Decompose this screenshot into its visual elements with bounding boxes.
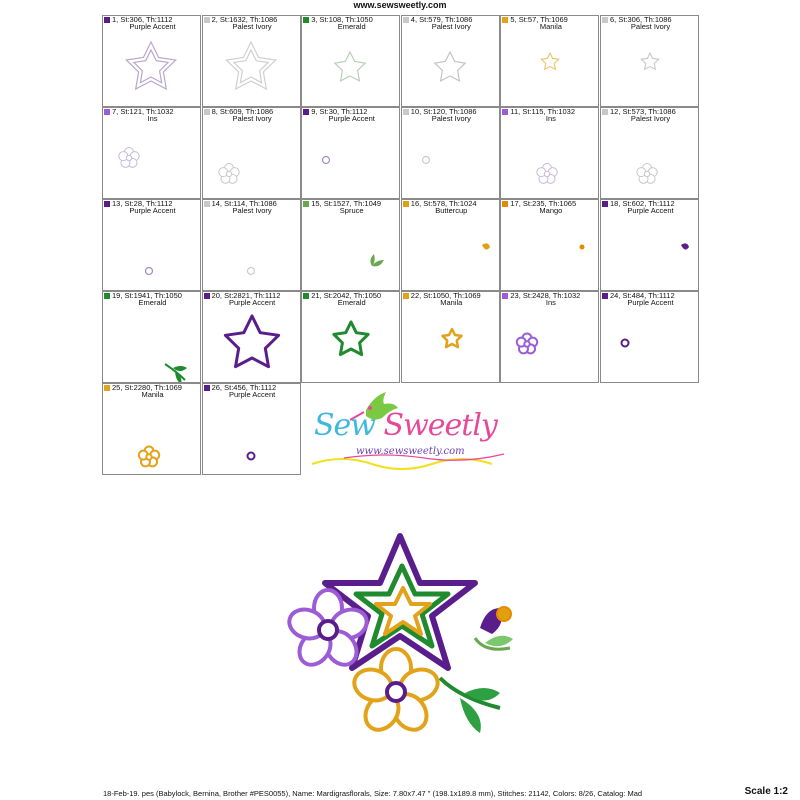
color-block-12 [600,107,699,199]
thread-color-name: Palest Ivory [232,114,272,123]
color-block-header: 16, St:578, Th:1024 [410,199,477,208]
color-block-header: 4, St:579, Th:1086 [410,15,473,24]
stitch-preview-stem [103,292,201,383]
color-block-5 [500,15,599,107]
stitch-preview-circle [402,108,500,199]
thread-color-name: Purple Accent [129,206,176,215]
color-block-header: 7, St:121, Th:1032 [112,107,174,116]
logo-word-sew: Sew [314,408,384,443]
stitch-preview-circle [302,108,400,199]
color-block-11 [500,107,599,199]
logo-url: www.sewsweetly.com [356,446,465,457]
color-block-1 [102,15,201,107]
color-block-13 [102,199,201,291]
thread-color-name: Emerald [337,298,366,307]
color-block-header: 12, St:573, Th:1086 [610,107,676,116]
color-block-8 [202,107,301,199]
thread-color-name: Manila [539,22,562,31]
stitch-preview-flower [203,108,301,199]
color-block-header: 8, St:609, Th:1086 [211,107,274,116]
color-block-15 [301,199,400,291]
stitch-preview-flower [103,108,201,199]
stitch-preview-ring [203,384,301,475]
color-block-2 [202,15,301,107]
color-block-header: 18, St:602, Th:1112 [610,199,675,208]
thread-color-name: Purple Accent [627,298,674,307]
stitch-preview-star-big [203,292,301,383]
color-block-6 [600,15,699,107]
thread-color-name: Ins [545,298,556,307]
thread-color-name: Emerald [337,22,366,31]
sew-sweetly-logo [304,388,528,476]
stitch-preview-star-sm [402,292,500,383]
thread-color-name: Spruce [339,206,364,215]
color-block-header: 21, St:2042, Th:1050 [311,291,382,300]
mardigras-florals-design [280,528,520,748]
stitch-preview-bud [402,200,500,291]
stitch-preview-star [402,16,500,107]
color-block-10 [401,107,500,199]
stitch-preview-star [302,16,400,107]
stitch-preview-star-double [203,16,301,107]
thread-color-name: Palest Ivory [431,114,471,123]
thread-color-name: Palest Ivory [232,206,272,215]
color-block-header: 23, St:2428, Th:1032 [510,291,581,300]
color-block-header: 22, St:1050, Th:1069 [410,291,481,300]
color-block-23 [500,291,599,383]
color-block-header: 14, St:114, Th:1086 [211,199,277,208]
thread-color-name: Palest Ivory [630,22,671,31]
color-block-20 [202,291,301,383]
color-block-9 [301,107,400,199]
stitch-preview-bud [601,200,699,291]
thread-color-name: Mango [539,206,563,215]
logo-wordmark [314,408,497,443]
thread-color-name: Emerald [138,298,167,307]
thread-color-name: Buttercup [435,206,468,215]
color-block-header: 17, St:235, Th:1065 [510,199,577,208]
color-block-header: 15, St:1527, Th:1049 [311,199,382,208]
color-block-26 [202,383,301,475]
stitch-preview-ring [601,292,699,383]
color-block-header: 5, St:57, Th:1069 [510,15,568,24]
thread-color-name: Purple Accent [627,206,674,215]
thread-color-name: Manila [141,390,164,399]
color-block-24 [600,291,699,383]
thread-color-name: Manila [440,298,463,307]
site-url: www.sewsweetly.com [353,0,447,10]
color-block-14 [202,199,301,291]
color-block-header: 3, St:108, Th:1050 [311,15,373,24]
thread-color-name: Purple Accent [129,22,176,31]
color-block-header: 11, St:115, Th:1032 [510,107,576,116]
stitch-preview-dot [501,200,599,291]
thread-color-name: Ins [147,114,158,123]
stitch-preview-star-small [501,16,599,107]
color-block-header: 24, St:484, Th:1112 [610,291,675,300]
color-block-header: 10, St:120, Th:1086 [410,107,477,116]
color-block-header: 20, St:2821, Th:1112 [211,291,281,300]
stitch-preview-circle [203,200,301,291]
embroidery-design-preview [280,528,520,753]
stitch-preview-flower [501,108,599,199]
stitch-preview-star-mid [302,292,400,383]
color-block-header: 2, St:1632, Th:1086 [211,15,278,24]
color-block-22 [401,291,500,383]
color-block-header: 25, St:2280, Th:1069 [112,383,182,392]
color-block-18 [600,199,699,291]
color-block-25 [102,383,201,475]
thread-color-name: Palest Ivory [431,22,471,31]
stitch-preview-star-small [601,16,699,107]
stitch-preview-circle [103,200,201,291]
color-block-header: 26, St:456, Th:1112 [211,383,277,392]
color-block-19 [102,291,201,383]
color-block-4 [401,15,500,107]
color-block-header: 6, St:306, Th:1086 [610,15,672,24]
thread-color-name: Purple Accent [328,114,375,123]
scale-label: Scale 1:2 [744,786,788,797]
color-block-16 [401,199,500,291]
stitch-preview-flower [601,108,699,199]
thread-color-name: Purple Accent [228,390,276,399]
color-block-7 [102,107,201,199]
color-block-header: 13, St:28, Th:1112 [112,199,173,208]
color-block-3 [301,15,400,107]
thread-color-name: Ins [545,114,556,123]
stitch-preview-flower-col [103,384,201,475]
thread-color-name: Purple Accent [228,298,276,307]
color-block-header: 19, St:1941, Th:1050 [112,291,182,300]
thread-color-name: Palest Ivory [630,114,671,123]
stitch-preview-leaves [302,200,400,291]
design-info-footer: 18-Feb-19. pes (Babylock, Bernina, Brother #PES0055), Name: Mardigrasflorals, Size: 7.80x7.47 " (198.1x189.8 mm), Stitches: 21142, Colors: 8/26, Catalog: Mad [103,789,643,798]
thread-color-name: Palest Ivory [232,22,272,31]
stitch-preview-flower-col [501,292,599,383]
stitch-preview-star-double [103,16,201,107]
color-block-header: 1, St:306, Th:1112 [112,15,173,24]
color-block-header: 9, St:30, Th:1112 [311,107,368,116]
logo-word-sweetly: Sweetly [383,408,497,443]
color-block-21 [301,291,400,383]
color-block-17 [500,199,599,291]
